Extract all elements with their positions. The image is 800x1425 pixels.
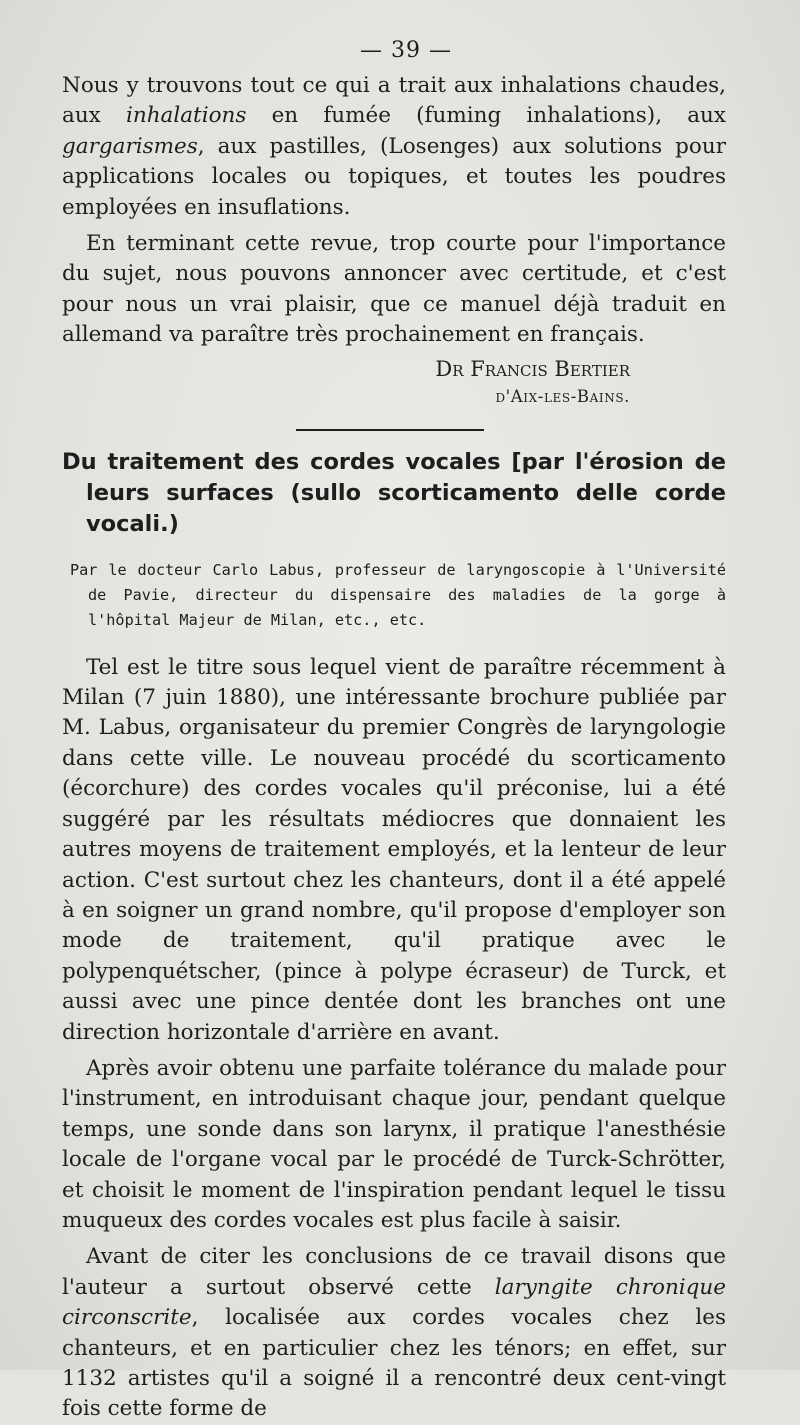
article-paragraph-2: Après avoir obtenu une parfaite tolérance du malade pour l'instrument, en introduisant chaque jour, pendant quelque temps, une sonde dans son larynx, il pratique l'anesthésie locale de l'organe vocal par le procédé de Turck-Schrötter, et choisit le moment de l'inspiration pendant lequel le tissu muqueux des cordes vocales est plus facile à saisir. bbox=[62, 1055, 726, 1233]
page-number: — 39 — bbox=[360, 38, 452, 63]
continuation-text-2: en fumée (fuming inhalations), aux bbox=[246, 103, 726, 129]
continuation-text-3: , aux pastilles, (Losenges) aux solutions pour applications locales ou topiques, et toutes les poudres employées en insuflations. bbox=[62, 133, 726, 220]
article-paragraph-3 bbox=[62, 1242, 726, 1424]
continuation-text-1: Nous y trouvons tout ce qui a trait aux inhalations chaudes, aux bbox=[62, 73, 726, 129]
italic-gargarismes: gargarismes bbox=[62, 133, 198, 159]
signature-block bbox=[62, 355, 726, 411]
paragraph-3-text-b: , localisée aux cordes vocales chez les chanteurs, et en particulier chez les ténors; en effet, sur 1132 artistes qu'il a soigné il a rencontré deux cent-vingt fois cette forme de bbox=[62, 1305, 726, 1422]
closing-paragraph: En terminant cette revue, trop courte pour l'importance du sujet, nous pouvons annoncer avec certitude, et c'est pour nous un vrai plaisir, que ce manuel déjà traduit en allemand va paraître très prochainement en français. bbox=[62, 231, 726, 348]
article-title: Du traitement des cordes vocales [par l'érosion de leurs surfaces (sullo scorticamento delle corde vocali.) bbox=[62, 448, 726, 537]
italic-inhalations: inhalations bbox=[125, 103, 247, 129]
article-byline: Par le docteur Carlo Labus, professeur de laryngoscopie à l'Université de Pavie, directeur du dispensaire des maladies de la gorge à l'hôpital Majeur de Milan, etc., etc. bbox=[70, 560, 726, 629]
article-paragraph-1: Tel est le titre sous lequel vient de paraître récemment à Milan (7 juin 1880), une intéressante brochure publiée par M. Labus, organisateur du premier Congrès de laryngologie dans cette ville. Le nouveau procédé du scorticamento (écorchure) des cordes vocales qu'il préconise, lui a été suggéré par les résultats médiocres que donnaient les autres moyens de traitement employés, et la lenteur de leur action. C'est surtout chez les chanteurs, dont il a été appelé à en soigner un grand nombre, qu'il propose d'employer son mode de traitement, qu'il pratique avec le polypenquétscher, (pince à polype écraseur) de Turck, et aussi avec une pince dentée dont les branches ont une direction horizontale d'arrière en avant. bbox=[62, 654, 726, 1045]
paragraph-3-text-a: Avant de citer les conclusions de ce travail disons que l'auteur a surtout observé cette bbox=[62, 1244, 726, 1300]
italic-laryngite: laryngite chronique circonscrite bbox=[62, 1274, 726, 1331]
continuation-paragraph bbox=[62, 71, 726, 223]
signature-name: Dr Francis Bertier bbox=[435, 356, 630, 381]
signature-place: d'Aix-les-Bains. bbox=[495, 386, 630, 406]
section-divider bbox=[296, 429, 484, 431]
